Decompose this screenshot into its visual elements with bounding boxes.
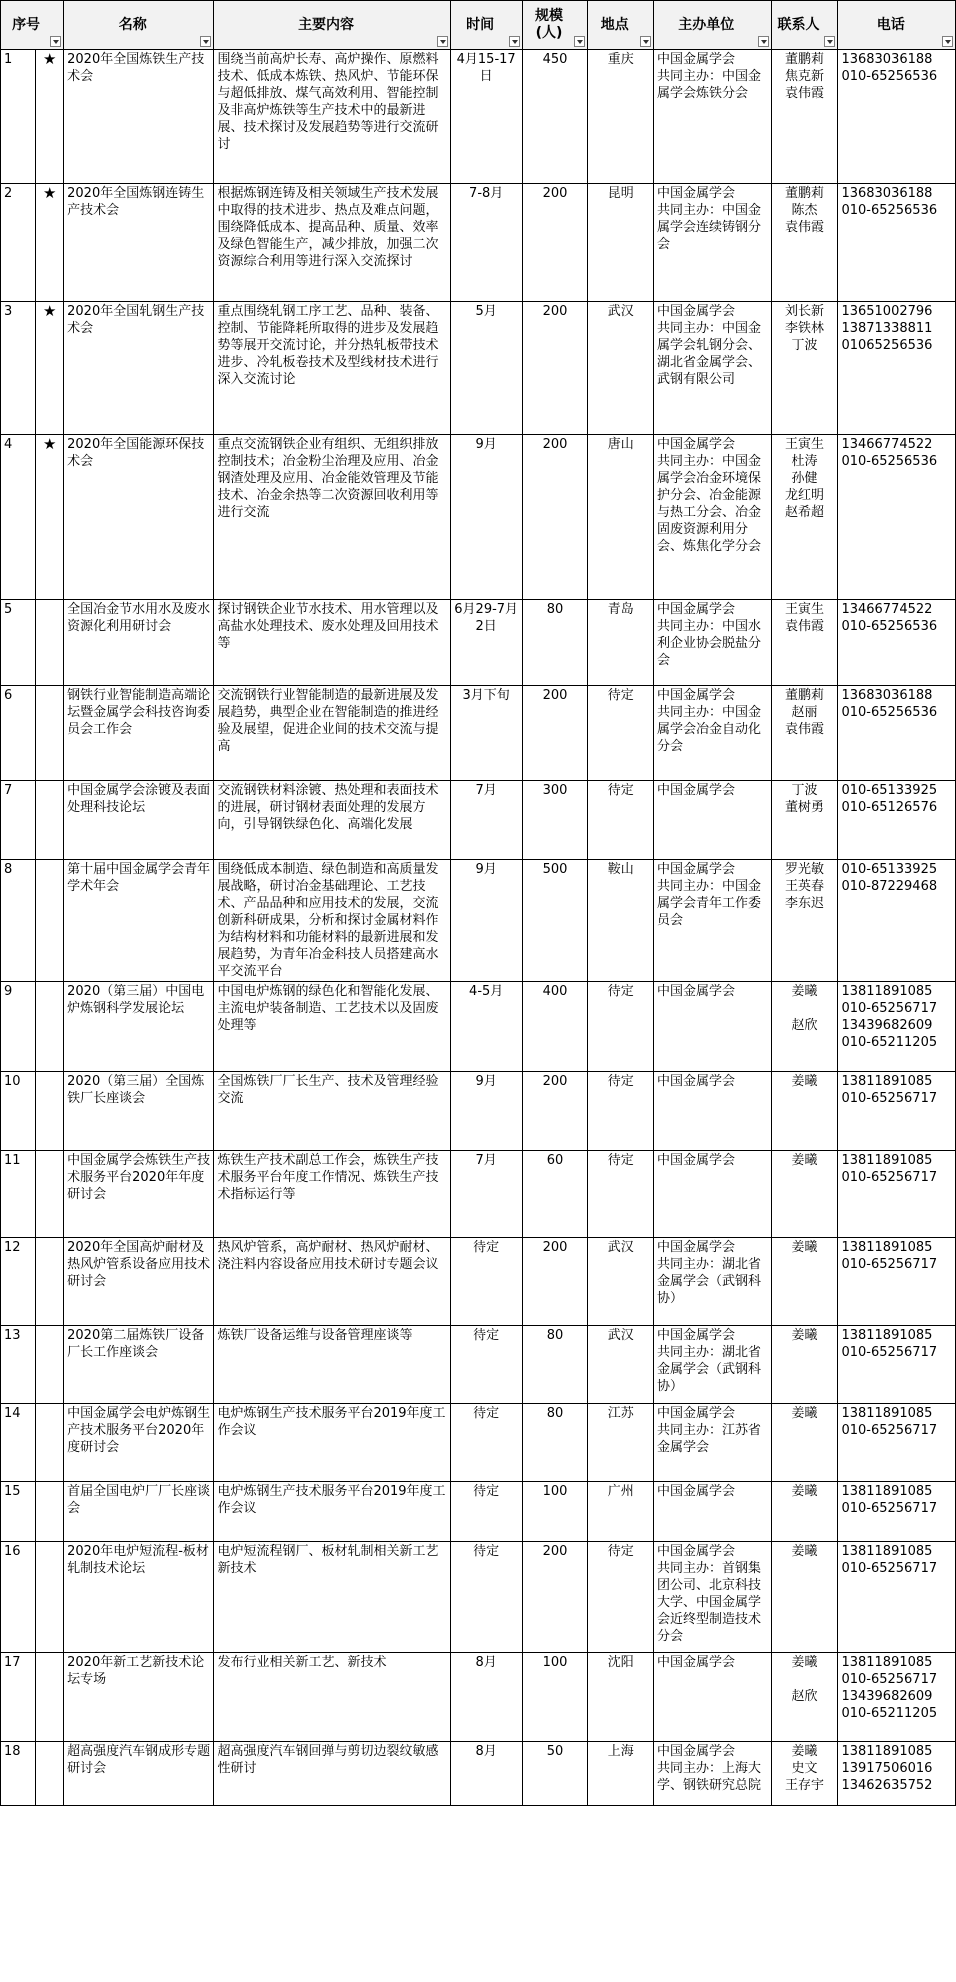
row-host: 中国金属学会 共同主办：中国水利企业协会脱盐分会 — [654, 600, 771, 686]
row-name: 2020（第三届）全国炼铁厂长座谈会 — [64, 1072, 214, 1151]
row-phone: 13466774522 010-65256536 — [838, 435, 956, 600]
row-phone: 13683036188 010-65256536 — [838, 686, 956, 781]
table-row — [1, 1326, 956, 1404]
row-time: 9月 — [450, 860, 522, 982]
row-contact: 姜曦 — [771, 1482, 838, 1542]
featured-star-icon — [36, 781, 64, 860]
row-place: 待定 — [588, 1542, 654, 1653]
row-place: 昆明 — [588, 184, 654, 302]
row-seq: 9 — [1, 982, 36, 1072]
row-phone: 13651002796 13871338811 01065256536 — [838, 302, 956, 435]
row-name: 2020年全国能源环保技术会 — [64, 435, 214, 600]
row-seq: 5 — [1, 600, 36, 686]
row-contact: 姜曦 — [771, 1072, 838, 1151]
row-contact: 丁波 董树勇 — [771, 781, 838, 860]
row-phone: 13683036188 010-65256536 — [838, 184, 956, 302]
table-row — [1, 1653, 956, 1742]
row-phone: 13811891085 010-65256717 — [838, 1238, 956, 1326]
row-scale: 400 — [522, 982, 588, 1072]
header-scale: 规模 (人) — [522, 1, 588, 50]
row-time: 3月下旬 — [450, 686, 522, 781]
row-name: 全国冶金节水用水及废水资源化利用研讨会 — [64, 600, 214, 686]
row-scale: 200 — [522, 435, 588, 600]
row-scale: 80 — [522, 600, 588, 686]
row-place: 重庆 — [588, 50, 654, 184]
row-place: 青岛 — [588, 600, 654, 686]
row-content: 发布行业相关新工艺、新技术 — [214, 1653, 450, 1742]
row-place: 沈阳 — [588, 1653, 654, 1742]
row-host: 中国金属学会 共同主办：首钢集团公司、北京科技大学、中国金属学会近终型制造技术分会 — [654, 1542, 771, 1653]
featured-star-icon — [36, 1072, 64, 1151]
featured-star-icon — [36, 1742, 64, 1806]
row-host: 中国金属学会 共同主办：中国金属学会炼铁分会 — [654, 50, 771, 184]
row-seq: 13 — [1, 1326, 36, 1404]
row-content: 围绕当前高炉长寿、高炉操作、原燃料技术、低成本炼铁、热风炉、节能环保与超低排放、煤气高效利用、智能控制及非高炉炼铁等生产技术中的最新进展、技术探讨及发展趋势等进行交流研讨 — [214, 50, 450, 184]
table-row — [1, 860, 956, 982]
row-seq: 14 — [1, 1404, 36, 1482]
featured-star-icon — [36, 1151, 64, 1238]
row-phone: 13811891085 010-65256717 — [838, 1072, 956, 1151]
row-content: 电炉炼钢生产技术服务平台2019年度工作会议 — [214, 1404, 450, 1482]
row-name: 2020年全国炼铁生产技术会 — [64, 50, 214, 184]
row-phone: 13811891085 010-65256717 13439682609 010-65211205 — [838, 982, 956, 1072]
row-host: 中国金属学会 共同主办：中国金属学会轧钢分会、湖北省金属学会、武钢有限公司 — [654, 302, 771, 435]
row-contact: 姜曦 史文 王存宇 — [771, 1742, 838, 1806]
header-row — [1, 1, 956, 50]
row-time: 9月 — [450, 435, 522, 600]
row-seq: 6 — [1, 686, 36, 781]
featured-star-icon — [36, 1404, 64, 1482]
row-content: 超高强度汽车钢回弹与剪切边裂纹敏感性研讨 — [214, 1742, 450, 1806]
row-time: 8月 — [450, 1653, 522, 1742]
row-scale: 200 — [522, 1072, 588, 1151]
row-scale: 60 — [522, 1151, 588, 1238]
row-seq: 8 — [1, 860, 36, 982]
row-phone: 13683036188 010-65256536 — [838, 50, 956, 184]
row-time: 待定 — [450, 1326, 522, 1404]
header-contact: 联系人 — [771, 1, 838, 50]
row-name: 超高强度汽车钢成形专题研讨会 — [64, 1742, 214, 1806]
row-time: 5月 — [450, 302, 522, 435]
row-phone: 13811891085 010-65256717 — [838, 1542, 956, 1653]
row-seq: 18 — [1, 1742, 36, 1806]
table-row — [1, 1542, 956, 1653]
row-name: 中国金属学会涂镀及表面处理科技论坛 — [64, 781, 214, 860]
row-host: 中国金属学会 共同主办：中国金属学会冶金环境保护分会、冶金能源与热工分会、冶金固废资源利用分会、炼焦化学分会 — [654, 435, 771, 600]
header-content: 主要内容 — [214, 1, 450, 50]
featured-star-icon — [36, 1653, 64, 1742]
row-host: 中国金属学会 — [654, 982, 771, 1072]
row-seq: 17 — [1, 1653, 36, 1742]
row-name: 2020年新工艺新技术论坛专场 — [64, 1653, 214, 1742]
featured-star-icon — [36, 686, 64, 781]
row-content: 围绕低成本制造、绿色制造和高质量发展战略，研讨冶金基础理论、工艺技术、产品品种和应用技术的发展，交流创新科研成果，分析和探讨金属材料作为结构材料和功能材料的最新进展和发展趋势，为青年冶金科技人员搭建高水平交流平台 — [214, 860, 450, 982]
row-content: 全国炼铁厂厂长生产、技术及管理经验交流 — [214, 1072, 450, 1151]
row-seq: 15 — [1, 1482, 36, 1542]
row-content: 重点交流钢铁企业有组织、无组织排放控制技术；冶金粉尘治理及应用、冶金钢渣处理及应用、冶金能效管理及节能技术、冶金余热等二次资源回收利用等进行交流 — [214, 435, 450, 600]
row-scale: 100 — [522, 1653, 588, 1742]
row-place: 武汉 — [588, 1238, 654, 1326]
row-seq: 10 — [1, 1072, 36, 1151]
row-place: 待定 — [588, 686, 654, 781]
row-time: 待定 — [450, 1238, 522, 1326]
featured-star-icon: ★ — [36, 435, 64, 600]
row-scale: 80 — [522, 1404, 588, 1482]
row-scale: 200 — [522, 1542, 588, 1653]
row-content: 重点围绕轧钢工序工艺、品种、装备、控制、节能降耗所取得的进步及发展趋势等展开交流讨论，并分热轧板带技术进步、冷轧板卷技术及型线材技术进行深入交流讨论 — [214, 302, 450, 435]
row-seq: 1 — [1, 50, 36, 184]
featured-star-icon — [36, 1326, 64, 1404]
row-contact: 姜曦 — [771, 1326, 838, 1404]
row-host: 中国金属学会 共同主办：湖北省金属学会（武钢科协） — [654, 1326, 771, 1404]
row-time: 8月 — [450, 1742, 522, 1806]
row-phone: 13811891085 010-65256717 — [838, 1482, 956, 1542]
table-row — [1, 1238, 956, 1326]
row-seq: 7 — [1, 781, 36, 860]
row-contact: 姜曦 — [771, 1151, 838, 1238]
row-host: 中国金属学会 共同主办：上海大学、钢铁研究总院 — [654, 1742, 771, 1806]
row-name: 钢铁行业智能制造高端论坛暨金属学会科技咨询委员会工作会 — [64, 686, 214, 781]
table-row — [1, 302, 956, 435]
table-row — [1, 1072, 956, 1151]
filter-dropdown-icon[interactable] — [437, 36, 448, 47]
row-name: 中国金属学会炼铁生产技术服务平台2020年年度研讨会 — [64, 1151, 214, 1238]
row-name: 2020（第三届）中国电炉炼钢科学发展论坛 — [64, 982, 214, 1072]
row-contact: 董鹏莉 焦克新 袁伟霞 — [771, 50, 838, 184]
row-scale: 80 — [522, 1326, 588, 1404]
row-time: 7-8月 — [450, 184, 522, 302]
row-time: 4-5月 — [450, 982, 522, 1072]
row-name: 中国金属学会电炉炼钢生产技术服务平台2020年度研讨会 — [64, 1404, 214, 1482]
row-name: 2020第二届炼铁厂设备厂长工作座谈会 — [64, 1326, 214, 1404]
row-time: 9月 — [450, 1072, 522, 1151]
row-contact: 姜曦 — [771, 1542, 838, 1653]
filter-dropdown-icon[interactable] — [50, 36, 61, 47]
row-scale: 300 — [522, 781, 588, 860]
row-scale: 200 — [522, 184, 588, 302]
featured-star-icon: ★ — [36, 302, 64, 435]
row-place: 广州 — [588, 1482, 654, 1542]
table-row — [1, 1482, 956, 1542]
row-phone: 13811891085 010-65256717 — [838, 1404, 956, 1482]
row-content: 热风炉管系，高炉耐材、热风炉耐材、浇注料内容设备应用技术研讨专题会议 — [214, 1238, 450, 1326]
featured-star-icon — [36, 600, 64, 686]
row-time: 待定 — [450, 1404, 522, 1482]
filter-dropdown-icon[interactable] — [640, 36, 651, 47]
row-host: 中国金属学会 — [654, 1151, 771, 1238]
row-name: 2020年全国轧钢生产技术会 — [64, 302, 214, 435]
row-name: 2020年电炉短流程-板材轧制技术论坛 — [64, 1542, 214, 1653]
row-name: 首届全国电炉厂厂长座谈会 — [64, 1482, 214, 1542]
filter-dropdown-icon[interactable] — [200, 36, 211, 47]
row-contact: 王寅生 杜涛 孙健 龙红明 赵希超 — [771, 435, 838, 600]
row-seq: 16 — [1, 1542, 36, 1653]
row-contact: 王寅生 袁伟霞 — [771, 600, 838, 686]
row-place: 鞍山 — [588, 860, 654, 982]
header-name: 名称 — [64, 1, 214, 50]
row-host: 中国金属学会 — [654, 1482, 771, 1542]
row-scale: 500 — [522, 860, 588, 982]
row-content: 交流钢铁行业智能制造的最新进展及发展趋势，典型企业在智能制造的推进经验及展望，促进企业间的技术交流与提高 — [214, 686, 450, 781]
row-content: 炼铁生产技术副总工作会，炼铁生产技术服务平台年度工作情况、炼铁生产技术指标运行等 — [214, 1151, 450, 1238]
row-name: 2020年全国高炉耐材及热风炉管系设备应用技术研讨会 — [64, 1238, 214, 1326]
header-seq: 序号 — [1, 1, 64, 50]
table-row — [1, 781, 956, 860]
row-host: 中国金属学会 共同主办：中国金属学会连续铸钢分会 — [654, 184, 771, 302]
table-row — [1, 1151, 956, 1238]
table-row — [1, 435, 956, 600]
row-time: 待定 — [450, 1542, 522, 1653]
row-content: 电炉炼钢生产技术服务平台2019年度工作会议 — [214, 1482, 450, 1542]
table-row — [1, 50, 956, 184]
row-contact: 姜曦 赵欣 — [771, 982, 838, 1072]
table-row — [1, 982, 956, 1072]
row-content: 探讨钢铁企业节水技术、用水管理以及高盐水处理技术、废水处理及回用技术等 — [214, 600, 450, 686]
row-content: 根据炼钢连铸及相关领域生产技术发展中取得的技术进步、热点及难点问题，围绕降低成本、提高品种、质量、效率及绿色智能生产，减少排放，加强二次资源综合利用等进行深入交流探讨 — [214, 184, 450, 302]
row-time: 7月 — [450, 1151, 522, 1238]
row-phone: 13811891085 010-65256717 — [838, 1151, 956, 1238]
row-phone: 13811891085 010-65256717 — [838, 1326, 956, 1404]
table-row — [1, 184, 956, 302]
filter-dropdown-icon[interactable] — [758, 36, 769, 47]
featured-star-icon — [36, 1542, 64, 1653]
table-row — [1, 686, 956, 781]
row-scale: 450 — [522, 50, 588, 184]
row-time: 4月15-17日 — [450, 50, 522, 184]
row-place: 江苏 — [588, 1404, 654, 1482]
row-phone: 13466774522 010-65256536 — [838, 600, 956, 686]
row-host: 中国金属学会 共同主办：中国金属学会青年工作委员会 — [654, 860, 771, 982]
row-content: 中国电炉炼钢的绿色化和智能化发展、主流电炉装备制造、工艺技术以及固废处理等 — [214, 982, 450, 1072]
row-phone: 13811891085 13917506016 13462635752 — [838, 1742, 956, 1806]
row-host: 中国金属学会 — [654, 781, 771, 860]
row-phone: 13811891085 010-65256717 13439682609 010-65211205 — [838, 1653, 956, 1742]
header-time: 时间 — [450, 1, 522, 50]
table-row — [1, 1742, 956, 1806]
row-scale: 50 — [522, 1742, 588, 1806]
row-contact: 姜曦 赵欣 — [771, 1653, 838, 1742]
row-place: 待定 — [588, 1072, 654, 1151]
row-scale: 200 — [522, 302, 588, 435]
row-scale: 200 — [522, 686, 588, 781]
table-row — [1, 1404, 956, 1482]
featured-star-icon — [36, 860, 64, 982]
row-time: 6月29-7月2日 — [450, 600, 522, 686]
row-seq: 3 — [1, 302, 36, 435]
filter-dropdown-icon[interactable] — [509, 36, 520, 47]
row-name: 第十届中国金属学会青年学术年会 — [64, 860, 214, 982]
row-host: 中国金属学会 — [654, 1653, 771, 1742]
row-name: 2020年全国炼钢连铸生产技术会 — [64, 184, 214, 302]
row-host: 中国金属学会 共同主办：湖北省金属学会（武钢科协） — [654, 1238, 771, 1326]
row-phone: 010-65133925 010-65126576 — [838, 781, 956, 860]
row-time: 待定 — [450, 1482, 522, 1542]
row-place: 唐山 — [588, 435, 654, 600]
header-phone: 电话 — [838, 1, 956, 50]
row-contact: 刘长新 李铁林 丁波 — [771, 302, 838, 435]
row-scale: 100 — [522, 1482, 588, 1542]
row-contact: 姜曦 — [771, 1404, 838, 1482]
featured-star-icon: ★ — [36, 50, 64, 184]
header-place: 地点 — [588, 1, 654, 50]
row-contact: 姜曦 — [771, 1238, 838, 1326]
row-place: 待定 — [588, 1151, 654, 1238]
filter-dropdown-icon[interactable] — [942, 36, 953, 47]
table-row — [1, 600, 956, 686]
row-seq: 2 — [1, 184, 36, 302]
row-time: 7月 — [450, 781, 522, 860]
featured-star-icon — [36, 982, 64, 1072]
row-seq: 11 — [1, 1151, 36, 1238]
row-host: 中国金属学会 共同主办：江苏省金属学会 — [654, 1404, 771, 1482]
row-place: 待定 — [588, 781, 654, 860]
header-host: 主办单位 — [654, 1, 771, 50]
featured-star-icon: ★ — [36, 184, 64, 302]
row-contact: 罗光敏 王英春 李东迟 — [771, 860, 838, 982]
featured-star-icon — [36, 1238, 64, 1326]
row-seq: 12 — [1, 1238, 36, 1326]
row-host: 中国金属学会 共同主办：中国金属学会冶金自动化分会 — [654, 686, 771, 781]
row-place: 待定 — [588, 982, 654, 1072]
row-place: 武汉 — [588, 1326, 654, 1404]
filter-dropdown-icon[interactable] — [824, 36, 835, 47]
row-seq: 4 — [1, 435, 36, 600]
row-place: 上海 — [588, 1742, 654, 1806]
filter-dropdown-icon[interactable] — [574, 36, 585, 47]
row-host: 中国金属学会 — [654, 1072, 771, 1151]
row-contact: 董鹏莉 赵丽 袁伟霞 — [771, 686, 838, 781]
featured-star-icon — [36, 1482, 64, 1542]
row-scale: 200 — [522, 1238, 588, 1326]
row-contact: 董鹏莉 陈杰 袁伟霞 — [771, 184, 838, 302]
row-place: 武汉 — [588, 302, 654, 435]
row-content: 交流钢铁材料涂镀、热处理和表面技术的进展，研讨钢材表面处理的发展方向，引导钢铁绿色化、高端化发展 — [214, 781, 450, 860]
row-phone: 010-65133925 010-87229468 — [838, 860, 956, 982]
row-content: 电炉短流程钢厂、板材轧制相关新工艺新技术 — [214, 1542, 450, 1653]
row-content: 炼铁厂设备运维与设备管理座谈等 — [214, 1326, 450, 1404]
